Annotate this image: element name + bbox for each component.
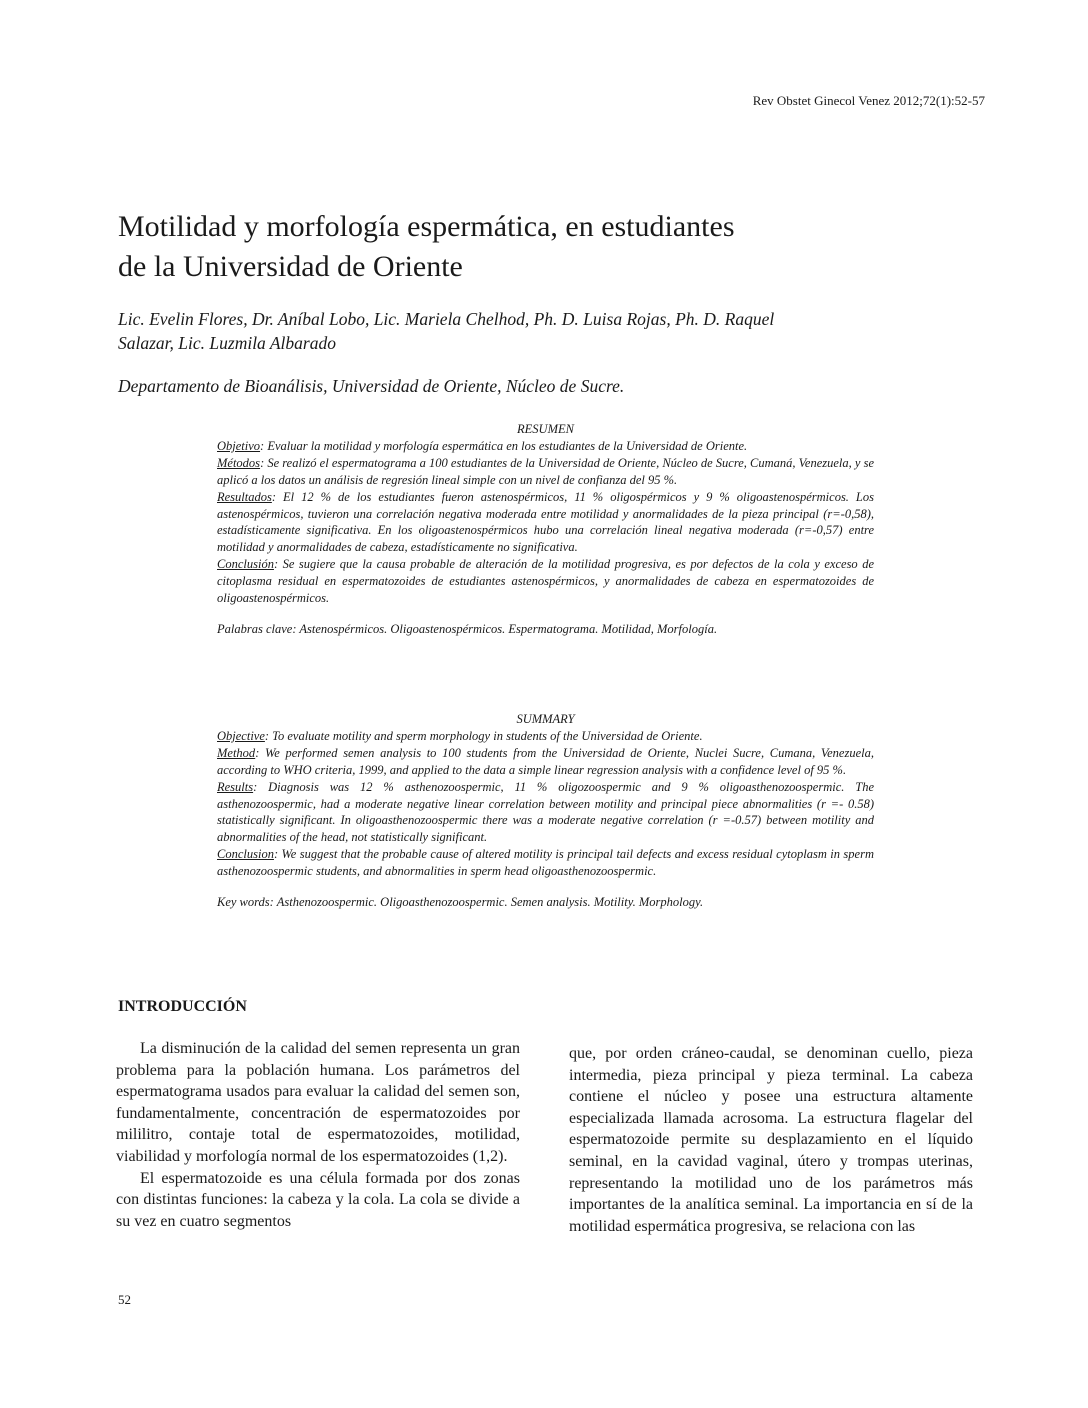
resumen-resultados: [217, 489, 874, 557]
objetivo-label: Objetivo: [217, 438, 261, 453]
metodos-label: Métodos: [217, 455, 261, 470]
palabras-clave: Palabras clave: Astenospérmicos. Oligoastenospérmicos. Espermatograma. Motilidad, Morfología.: [217, 621, 718, 636]
resumen-heading: RESUMEN: [517, 422, 574, 436]
summary-conclusion-text: : We suggest that the probable cause of altered motility is principal tail defects and excess residual cytoplasm in sperm asthenozoospermic students, and abnormalities in sperm head oligoasthenozoospermic.: [217, 847, 874, 879]
results-text: : Diagnosis was 12 % asthenozoospermic, 11 % oligozoospermic and 9 % oligoasthenozoospermic. The asthenozoospermic, had a moderate negative linear correlation between motility and principal piece abnormalities (r =- 0.58) statistically significant. In oligoasthenozoospermic there was a moderate negative correlation (r =-0.57) between motility and abnormalities of the head, not statistically significant.: [217, 779, 874, 845]
results-label: Results: [217, 779, 254, 794]
article-title-line: Motilidad y morfología espermática, en estudiantes: [118, 210, 735, 243]
conclusion-text: : Se sugiere que la causa probable de alteración de la motilidad progresiva, es por defectos de la cola y exceso de citoplasma residual en espermatozoides de estudiantes astenospérmicos, y anormalidades de cabeza en espermatozoides de oligoastenospérmicos.: [217, 557, 874, 606]
summary-method: [217, 745, 874, 779]
resumen-section: [217, 421, 874, 638]
resumen-conclusion: [217, 556, 874, 607]
page-number: 52: [118, 1292, 131, 1307]
journal-reference: Rev Obstet Ginecol Venez 2012;72(1):52-57: [752, 93, 985, 108]
authors: [118, 307, 948, 355]
resultados-label: Resultados: [217, 489, 272, 504]
affiliation: Departamento de Bioanálisis, Universidad de Oriente, Núcleo de Sucre.: [118, 376, 625, 396]
article-title-line: de la Universidad de Oriente: [118, 250, 463, 283]
metodos-text: : Se realizó el espermatograma a 100 estudiantes de la Universidad de Oriente, Núcleo de Sucre, Cumaná, Venezuela, y se aplicó a los datos un análisis de regresión lineal simple con un nivel de confianza del 95 %.: [217, 455, 874, 487]
summary-heading: SUMMARY: [516, 712, 575, 726]
resultados-text: : El 12 % de los estudiantes fueron astenospérmicos, 11 % oligospérmicos y 9 % oligoastenospérmicos. Los astenospérmicos, tuvieron una correlación negativa moderada entre motilidad y anormalidades de la pieza principal (r=-0,58), estadísticamente significativa. En los oligoastenospérmicos hubo una correlación lineal negativa moderada (r=-0,57) entre motilidad y anormalidades de cabeza, estadísticamente no significativa.: [217, 489, 874, 555]
method-label: Method: [217, 745, 256, 760]
body-paragraph: que, por orden cráneo-caudal, se denominan cuello, pieza intermedia, pieza principal y pieza terminal. La cabeza contiene el núcleo y posee una estructura altamente especializada llamada acrosoma. La estructura flagelar del espermatozoide permite su desplazamiento en el líquido seminal, en la cavidad vaginal, útero y trompas uterinas, representando la motilidad uno de los parámetros más importantes de la analítica seminal. La importancia en sí de la motilidad espermática progresiva, se relaciona con las: [569, 1045, 973, 1235]
objective-text: : To evaluate motility and sperm morphology in students of the Universidad de Oriente.: [264, 728, 703, 743]
authors-line: Salazar, Lic. Luzmila Albarado: [118, 333, 336, 353]
body-column-right: [569, 1043, 973, 1237]
summary-results: [217, 779, 874, 847]
body-paragraph: La disminución de la calidad del semen representa un gran problema para la población humana. Los parámetros del espermatograma usados para evaluar la calidad del semen son, fundamentalmente, concentración de espermatozoides por mililitro, contaje total de espermatozoides, motilidad, viabilidad y morfología normal de los espermatozoides (1,2).: [116, 1040, 520, 1165]
introduccion-heading: INTRODUCCIÓN: [118, 998, 247, 1015]
resumen-metodos: [217, 455, 874, 489]
method-text: : We performed semen analysis to 100 students from the Universidad de Oriente, Nuclei Sucre, Cumana, Venezuela, according to WHO criteria, 1999, and applied to the data a simple linear regression analysis with a confidence level of 95 %.: [217, 745, 874, 777]
summary-section: [217, 711, 874, 911]
conclusion-label: Conclusión: [217, 557, 274, 572]
summary-conclusion: [217, 846, 874, 880]
body-paragraph: El espermatozoide es una célula formada por dos zonas con distintas funciones: la cabeza y la cola. La cola se divide a su vez en cuatro segmentos: [116, 1169, 520, 1230]
objetivo-text: : Evaluar la motilidad y morfología espermática en los estudiantes de la Universidad de Oriente.: [260, 438, 748, 453]
key-words: Key words: Asthenozoospermic. Oligoasthenozoospermic. Semen analysis. Motility. Morphology.: [217, 895, 704, 910]
objective-label: Objective: [217, 728, 265, 743]
resumen-objetivo: [217, 438, 874, 455]
body-column-left: [116, 1038, 520, 1232]
authors-line: Lic. Evelin Flores, Dr. Aníbal Lobo, Lic. Mariela Chelhod, Ph. D. Luisa Rojas, Ph. D. Raquel: [118, 309, 775, 329]
article-title: [118, 207, 938, 287]
summary-objective: [217, 728, 874, 745]
summary-conclusion-label: Conclusion: [217, 847, 274, 862]
